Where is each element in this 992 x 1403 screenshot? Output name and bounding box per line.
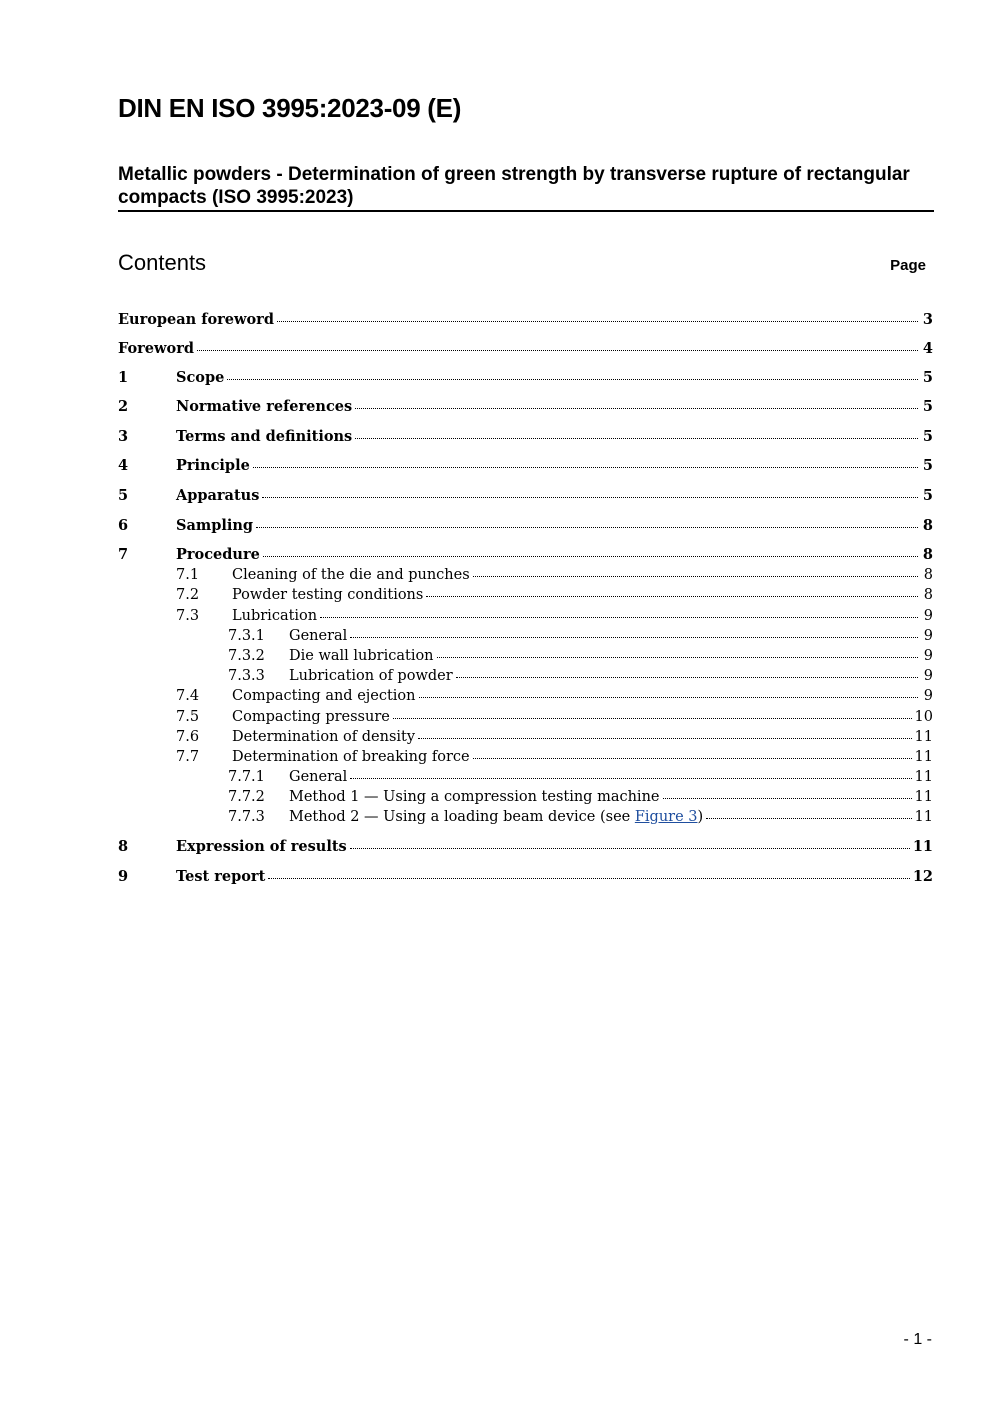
toc-entry-title: Sampling [176,517,254,534]
toc-entry-number: 9 [118,868,129,885]
contents-heading: Contents [118,250,207,275]
toc-leader-dots [437,645,918,658]
toc-entry-6[interactable] [118,515,933,537]
toc-entry-5[interactable] [118,485,933,507]
toc-entry-number: 7.7.1 [228,769,265,785]
toc-leader-dots [263,544,918,557]
toc-leader-dots [320,605,918,618]
toc-entry-title: Normative references [176,398,353,415]
toc-entry-title: Procedure [176,546,260,563]
toc-entry-number: 7.1 [176,567,200,583]
toc-leader-dots [253,455,918,468]
toc-entry-8[interactable] [118,836,933,858]
figure-3-link[interactable]: Figure 3 [634,809,698,825]
toc-leader-dots [256,515,918,528]
toc-entry-page: 8 [923,567,933,583]
toc-leader-dots [473,564,918,577]
toc-entry-number: 2 [118,398,129,415]
toc-entry-title: General [289,628,348,644]
toc-entry-title: Scope [176,369,225,386]
toc-leader-dots [350,836,910,849]
toc-entry-title-text: Method 2 — Using a loading beam device (see [289,809,635,825]
toc-leader-dots [350,766,911,779]
toc-entry-title: Lubrication [232,608,318,624]
toc-entry-page: 11 [914,769,933,785]
toc-entry-page: 8 [922,546,933,563]
toc-entry-number: 8 [118,838,129,855]
toc-entry-number: 7.4 [176,688,200,704]
toc-leader-dots [419,685,918,698]
toc-entry-page: 3 [922,311,933,328]
toc-entry-7-5[interactable] [176,706,933,728]
toc-leader-dots [456,665,918,678]
toc-entry-number: 7.2 [176,587,200,603]
toc-entry-page: 9 [923,668,933,684]
toc-entry-7[interactable] [118,544,933,566]
toc-entry-2[interactable] [118,396,933,418]
toc-entry-number: 7.3.3 [228,668,265,684]
toc-entry-number: 7 [118,546,129,563]
toc-entry-number: 4 [118,457,129,474]
toc-entry-number: 6 [118,517,129,534]
toc-leader-dots [393,706,912,719]
toc-entry-page: 5 [922,398,933,415]
toc-leader-dots [355,426,918,439]
toc-entry-title: Foreword [118,340,194,357]
toc-entry-number: 7.6 [176,729,200,745]
toc-entry-title: Determination of breaking force [232,749,470,765]
toc-entry-7-7-3[interactable] [228,806,933,828]
toc-entry-number: 7.3 [176,608,200,624]
toc-entry-title: Cleaning of the die and punches [232,567,470,583]
toc-entry-title: Powder testing conditions [232,587,424,603]
toc-entry-title: Test report [176,868,266,885]
toc-entry-3[interactable] [118,426,933,448]
document-title: Metallic powders - Determination of green strength by transverse rupture of rectangular compacts (ISO 3995:2023) [118,163,934,212]
toc-entry-number: 7.7.2 [228,789,265,805]
toc-entry-number: 3 [118,428,129,445]
toc-entry-title: Expression of results [176,838,347,855]
toc-entry-number: 7.3.1 [228,628,265,644]
toc-entry-1[interactable] [118,367,933,389]
toc-leader-dots [227,367,918,380]
toc-entry-page: 9 [923,628,933,644]
toc-entry-7-7-1[interactable] [228,766,933,788]
toc-entry-page: 5 [922,487,933,504]
toc-entry-page: 5 [922,369,933,386]
toc-entry-page: 9 [923,648,933,664]
toc-entry-7-1[interactable] [176,564,933,586]
toc-entry-7-2[interactable] [176,584,933,606]
toc-entry-page: 11 [914,789,933,805]
toc-entry-7-7-2[interactable] [228,786,933,808]
toc-entry-title: Compacting pressure [232,709,390,725]
toc-entry-number: 7.3.2 [228,648,265,664]
toc-entry-page: 8 [923,587,933,603]
toc-entry-page: 5 [922,428,933,445]
toc-entry-title: General [289,769,348,785]
toc-entry-page: 4 [922,340,933,357]
footer-page-number: - 1 - [903,1331,932,1348]
toc-entry-page: 5 [922,457,933,474]
toc-entry-page: 12 [912,868,933,885]
toc-entry-number: 1 [118,369,129,386]
toc-entry-title: Determination of density [232,729,416,745]
toc-entry-title-suffix: ) [697,809,704,825]
toc-entry-7-3-1[interactable] [228,625,933,647]
toc-leader-dots [418,726,911,739]
toc-leader-dots [473,746,912,759]
toc-entry-7-4[interactable] [176,685,933,707]
toc-entry-title: Method 1 — Using a compression testing machine [289,789,660,805]
toc-entry-4[interactable] [118,455,933,477]
toc-entry-title: Terms and definitions [176,428,353,445]
toc-leader-dots [350,625,918,638]
toc-entry-page: 11 [914,809,933,825]
document-id: DIN EN ISO 3995:2023-09 (E) [118,93,462,123]
toc-entry-european-foreword[interactable] [118,309,933,331]
toc-leader-dots [268,866,910,879]
toc-entry-number: 7.5 [176,709,200,725]
toc-entry-7-3-2[interactable] [228,645,933,667]
toc-entry-number: 7.7 [176,749,200,765]
toc-entry-number: 7.7.3 [228,809,265,825]
toc-entry-title [289,806,703,828]
toc-leader-dots [355,396,918,409]
toc-entry-9[interactable] [118,866,933,888]
page-column-heading: Page [890,257,926,274]
toc-leader-dots [262,485,918,498]
toc-entry-foreword[interactable] [118,338,933,360]
toc-leader-dots [277,309,918,322]
toc-entry-title: Apparatus [176,487,260,504]
toc-entry-page: 9 [923,688,933,704]
toc-leader-dots [706,806,911,819]
toc-entry-title: Principle [176,457,250,474]
toc-entry-page: 10 [914,709,933,725]
toc-entry-page: 11 [914,729,933,745]
toc-entry-title: European foreword [118,311,274,328]
toc-entry-page: 11 [914,749,933,765]
toc-leader-dots [663,786,912,799]
toc-entry-page: 9 [923,608,933,624]
toc-entry-7-6[interactable] [176,726,933,748]
toc-entry-title: Lubrication of powder [289,668,453,684]
toc-entry-7-3[interactable] [176,605,933,627]
toc-entry-page: 8 [922,517,933,534]
toc-entry-title: Die wall lubrication [289,648,434,664]
toc-entry-title: Compacting and ejection [232,688,416,704]
toc-entry-page: 11 [912,838,933,855]
toc-entry-number: 5 [118,487,129,504]
toc-entry-7-7[interactable] [176,746,933,768]
toc-leader-dots [197,338,918,351]
toc-entry-7-3-3[interactable] [228,665,933,687]
toc-leader-dots [426,584,918,597]
